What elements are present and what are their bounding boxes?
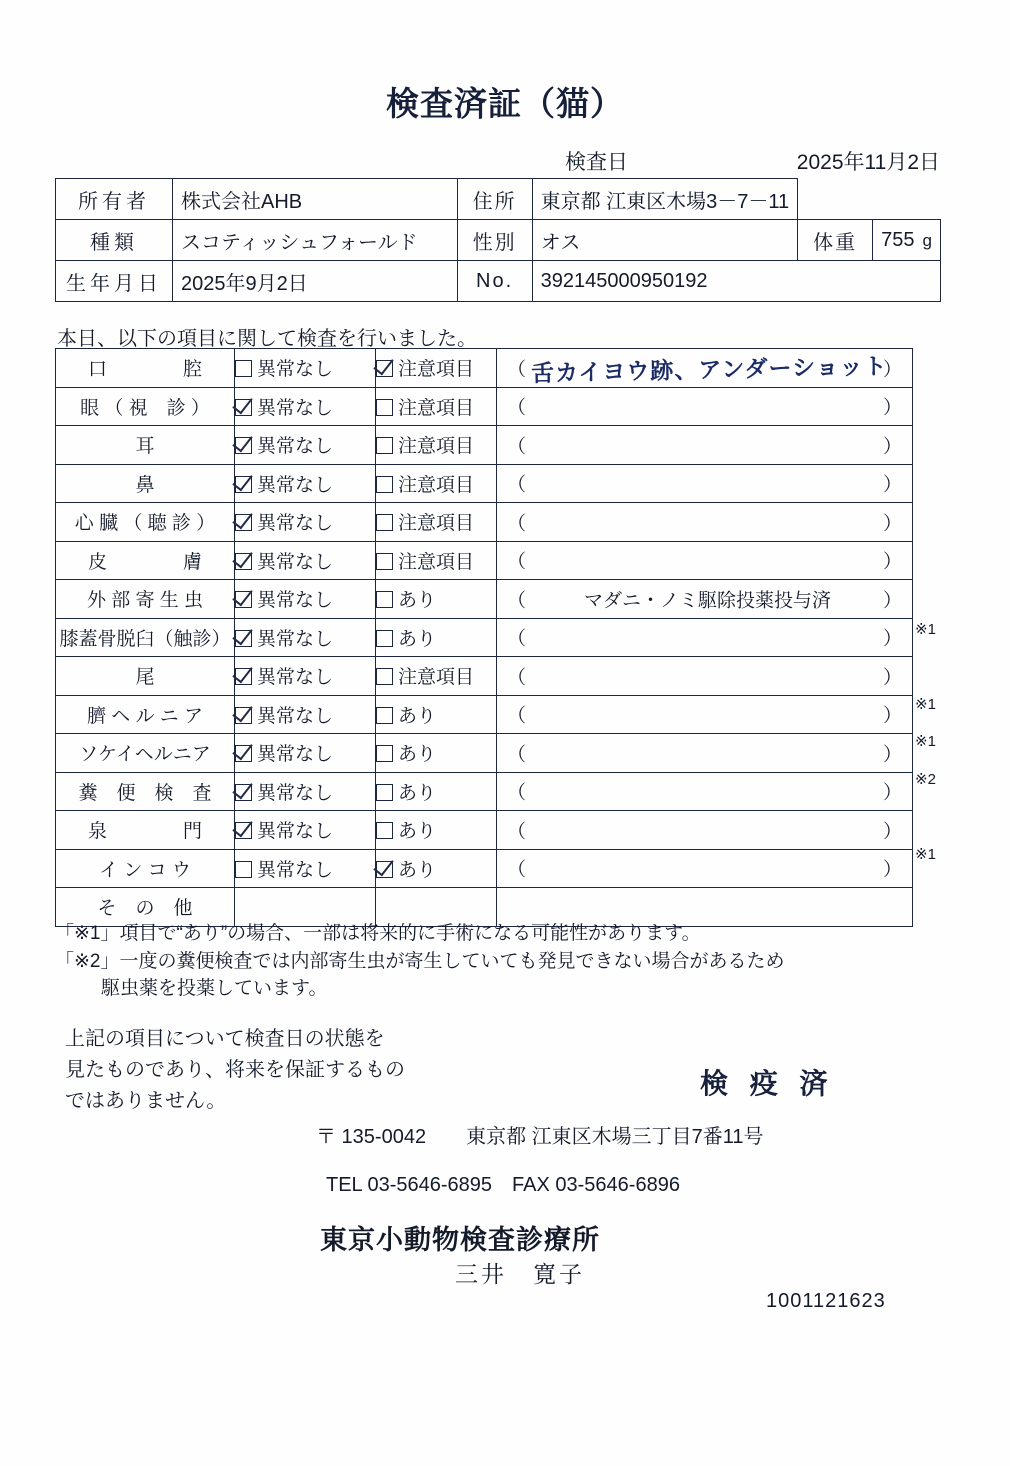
- tel-fax: TEL 03-5646-6895 FAX 03-5646-6896: [326, 1174, 680, 1196]
- table-row: [56, 464, 913, 503]
- option-label: 注意項目: [398, 474, 475, 496]
- check-item-label: 尾: [56, 657, 235, 696]
- option-label: 異常なし: [257, 744, 334, 766]
- table-row: [56, 426, 913, 465]
- paren-right: ）: [882, 436, 902, 458]
- exam-date-value: 2025年11月2日: [796, 151, 940, 174]
- option-secondary-checkbox[interactable]: [376, 772, 497, 811]
- option-normal-checkbox[interactable]: [235, 503, 376, 542]
- checkbox-icon[interactable]: [376, 630, 393, 647]
- paren-left: （: [507, 744, 527, 766]
- option-secondary-checkbox[interactable]: [376, 387, 497, 426]
- table-row: [56, 657, 913, 696]
- option-label: 注意項目: [398, 359, 475, 381]
- no-value: 392145000950192: [532, 261, 940, 302]
- checkbox-icon[interactable]: [376, 707, 393, 724]
- option-normal-checkbox[interactable]: [235, 618, 376, 657]
- option-label: あり: [398, 782, 437, 804]
- table-row: [56, 580, 913, 619]
- paren-right: ）: [882, 782, 902, 804]
- remark-field[interactable]: [497, 426, 913, 465]
- option-normal-checkbox[interactable]: [235, 695, 376, 734]
- check-item-label: 眼 （ 視 診 ）: [56, 387, 235, 426]
- breed-value: スコティッシュフォールド: [172, 220, 457, 261]
- table-row: [56, 772, 913, 811]
- remark-field[interactable]: [497, 849, 913, 888]
- footnote-mark: [915, 798, 975, 836]
- option-label: 異常なし: [257, 551, 334, 573]
- table-row: [56, 387, 913, 426]
- checkbox-icon[interactable]: [235, 360, 252, 377]
- paren-left: （: [507, 628, 527, 650]
- checkbox-icon[interactable]: [376, 784, 393, 801]
- checkbox-icon[interactable]: [235, 822, 252, 839]
- remark-field[interactable]: [497, 541, 913, 580]
- exam-date-label: 検査日: [565, 151, 628, 174]
- check-item-label: ソケイヘルニア: [56, 734, 235, 773]
- option-normal-checkbox[interactable]: [235, 541, 376, 580]
- checkbox-icon[interactable]: [235, 630, 252, 647]
- option-secondary-checkbox[interactable]: [376, 734, 497, 773]
- weight-label: 体重: [798, 220, 873, 261]
- footnote-mark: [915, 573, 975, 611]
- remark-field[interactable]: [497, 618, 913, 657]
- option-secondary-checkbox[interactable]: [376, 618, 497, 657]
- remark-text: マダニ・ノミ駆除投薬投与済: [583, 590, 831, 612]
- table-row: [56, 849, 913, 888]
- checkbox-icon[interactable]: [376, 437, 393, 454]
- check-item-label: 鼻: [56, 464, 235, 503]
- checkbox-icon[interactable]: [376, 476, 393, 493]
- paren-right: ）: [882, 667, 902, 689]
- footnote-mark: ※1: [915, 845, 936, 863]
- check-item-label: 皮 膚: [56, 541, 235, 580]
- paren-right: ）: [882, 397, 902, 419]
- footnote-mark: ※1: [915, 620, 936, 638]
- page-title: 検査済証（猫）: [386, 85, 624, 122]
- checkbox-icon[interactable]: [235, 514, 252, 531]
- table-row: [56, 503, 913, 542]
- checkbox-icon[interactable]: [376, 591, 393, 608]
- checkbox-icon[interactable]: [235, 476, 252, 493]
- remark-field[interactable]: [497, 387, 913, 426]
- footnote-mark: [915, 423, 975, 461]
- footnote-mark: [915, 648, 975, 686]
- checkbox-icon[interactable]: [235, 553, 252, 570]
- footnote-mark: [915, 348, 975, 386]
- inspection-checklist-table: [55, 348, 913, 927]
- paren-left: （: [507, 436, 527, 458]
- footnote-1: 「※1」項目で“あり”の場合、一部は将来的に手術になる可能性があります。: [55, 923, 701, 944]
- paren-left: （: [507, 859, 527, 881]
- option-secondary-checkbox[interactable]: [376, 849, 497, 888]
- remark-field[interactable]: [497, 503, 913, 542]
- option-label: 異常なし: [257, 821, 334, 843]
- quarantine-stamp: 検 疫 済: [700, 1068, 835, 1099]
- table-row: [56, 261, 941, 302]
- table-row: [56, 695, 913, 734]
- option-normal-checkbox[interactable]: [235, 580, 376, 619]
- postal-address: 〒 135-0042 東京都 江東区木場三丁目7番11号: [316, 1126, 764, 1148]
- closing-line-2: 見たものであり、将来を保証するもの: [65, 1059, 405, 1081]
- checkbox-icon[interactable]: [376, 822, 393, 839]
- closing-line-3: ではありません。: [65, 1090, 227, 1112]
- check-item-label: 膝蓋骨脱臼（触診）: [56, 618, 235, 657]
- option-label: あり: [398, 821, 437, 843]
- option-normal-checkbox[interactable]: [235, 657, 376, 696]
- option-label: 異常なし: [257, 474, 334, 496]
- option-secondary-checkbox[interactable]: [376, 349, 497, 388]
- footnote-3: 駆虫薬を投薬しています。: [101, 978, 328, 1000]
- table-row: [56, 349, 913, 388]
- option-label: 異常なし: [257, 436, 334, 458]
- weight-number: 755: [881, 228, 915, 251]
- breed-label: 種類: [56, 220, 173, 261]
- option-label: 異常なし: [257, 359, 334, 381]
- check-item-label: 耳: [56, 426, 235, 465]
- option-label: あり: [398, 628, 437, 650]
- serial-number: 1001121623: [766, 1290, 886, 1312]
- footnote-mark: [915, 498, 975, 536]
- option-label: 異常なし: [257, 782, 334, 804]
- no-label: No.: [457, 261, 532, 302]
- weight-value: [873, 220, 941, 261]
- birth-label: 生年月日: [56, 261, 173, 302]
- checkbox-icon[interactable]: [235, 784, 252, 801]
- footnote-mark-column: [915, 348, 975, 911]
- option-secondary-checkbox[interactable]: [376, 541, 497, 580]
- paren-left: （: [507, 397, 527, 419]
- footnote-mark: ※2: [915, 770, 936, 788]
- check-item-label: 臍 ヘ ル ニ ア: [56, 695, 235, 734]
- option-normal-checkbox[interactable]: [235, 426, 376, 465]
- paren-right: ）: [882, 590, 902, 612]
- option-label: 異常なし: [257, 859, 334, 881]
- option-label: あり: [398, 590, 437, 612]
- option-normal-checkbox[interactable]: [235, 811, 376, 850]
- check-item-label: 糞 便 検 査: [56, 772, 235, 811]
- paren-right: ）: [882, 359, 902, 381]
- option-label: 注意項目: [398, 436, 475, 458]
- option-secondary-checkbox[interactable]: [376, 503, 497, 542]
- paren-left: （: [507, 590, 527, 612]
- checkbox-icon[interactable]: [376, 399, 393, 416]
- check-item-label: そ の 他: [56, 888, 235, 927]
- table-row: [56, 179, 941, 220]
- option-label: 注意項目: [398, 551, 475, 573]
- remark-field[interactable]: [497, 657, 913, 696]
- address-label: 住所: [457, 179, 532, 220]
- owner-value: 株式会社AHB: [172, 179, 457, 220]
- checkbox-icon[interactable]: [376, 668, 393, 685]
- closing-line-1: 上記の項目について検査日の状態を: [65, 1028, 385, 1050]
- paren-right: ）: [882, 474, 902, 496]
- option-label: 異常なし: [257, 705, 334, 727]
- option-label: 異常なし: [257, 513, 334, 535]
- check-item-label: 口 腔: [56, 349, 235, 388]
- paren-left: （: [507, 705, 527, 727]
- checkbox-icon[interactable]: [235, 437, 252, 454]
- option-label: あり: [398, 744, 437, 766]
- option-label: 異常なし: [257, 667, 334, 689]
- option-label: 注意項目: [398, 667, 475, 689]
- table-row: [56, 541, 913, 580]
- option-secondary-checkbox[interactable]: [376, 464, 497, 503]
- option-secondary-checkbox[interactable]: [376, 811, 497, 850]
- paren-right: ）: [882, 744, 902, 766]
- paren-left: （: [507, 513, 527, 535]
- sex-label: 性別: [457, 220, 532, 261]
- option-label: 注意項目: [398, 513, 475, 535]
- check-item-label: 心 臓 （ 聴 診 ）: [56, 503, 235, 542]
- checkbox-icon[interactable]: [376, 553, 393, 570]
- option-secondary-checkbox[interactable]: [376, 657, 497, 696]
- paren-left: （: [507, 667, 527, 689]
- checkbox-icon[interactable]: [376, 861, 393, 878]
- option-label: 異常なし: [257, 590, 334, 612]
- paren-right: ）: [882, 628, 902, 650]
- checkbox-icon[interactable]: [235, 861, 252, 878]
- remark-field[interactable]: [497, 580, 913, 619]
- checkbox-icon[interactable]: [235, 707, 252, 724]
- footnote-mark: ※1: [915, 733, 936, 750]
- clinic-name: 東京小動物検査診療所: [320, 1225, 600, 1255]
- table-row: [56, 811, 913, 850]
- option-label: 注意項目: [398, 397, 475, 419]
- paren-left: （: [507, 474, 527, 496]
- paren-left: （: [507, 359, 527, 381]
- footnote-mark: ※1: [915, 695, 936, 713]
- option-label: あり: [398, 705, 437, 727]
- footnotes: [55, 920, 785, 1003]
- option-normal-checkbox[interactable]: [235, 849, 376, 888]
- option-secondary-checkbox[interactable]: [376, 426, 497, 465]
- paren-left: （: [507, 821, 527, 843]
- paren-right: ）: [882, 705, 902, 727]
- weight-unit: g: [922, 230, 932, 250]
- address-value: 東京都 江東区木場3－7－11: [532, 179, 798, 220]
- notice-text: 本日、以下の項目に関して検査を行いました。: [57, 328, 477, 350]
- option-normal-checkbox[interactable]: [235, 349, 376, 388]
- table-row: [56, 220, 941, 261]
- paren-right: ）: [882, 821, 902, 843]
- handwritten-remark: 舌カイヨウ跡、アンダーショット: [530, 353, 888, 388]
- footnote-mark: [915, 461, 975, 499]
- footnote-2: 「※2」一度の糞便検査では内部寄生虫が寄生していても発見できない場合があるため: [55, 950, 785, 972]
- exam-date-row: [55, 146, 945, 174]
- table-row: [56, 734, 913, 773]
- option-secondary-checkbox[interactable]: [376, 695, 497, 734]
- table-row: [56, 618, 913, 657]
- header-info-table: [55, 178, 941, 302]
- check-item-label: 外 部 寄 生 虫: [56, 580, 235, 619]
- checkbox-icon[interactable]: [376, 514, 393, 531]
- paren-left: （: [507, 782, 527, 804]
- checkbox-icon[interactable]: [376, 745, 393, 762]
- remark-field[interactable]: [497, 464, 913, 503]
- paren-right: ）: [882, 859, 902, 881]
- remark-field[interactable]: [497, 695, 913, 734]
- option-label: 異常なし: [257, 397, 334, 419]
- option-label: 異常なし: [257, 628, 334, 650]
- checkbox-icon[interactable]: [235, 399, 252, 416]
- option-normal-checkbox[interactable]: [235, 387, 376, 426]
- sex-value: オス: [532, 220, 798, 261]
- checkbox-icon[interactable]: [235, 745, 252, 762]
- paren-right: ）: [882, 551, 902, 573]
- footnote-mark: [915, 536, 975, 574]
- checkbox-icon[interactable]: [235, 668, 252, 685]
- checkbox-icon[interactable]: [376, 360, 393, 377]
- paren-left: （: [507, 551, 527, 573]
- remark-field[interactable]: [497, 734, 913, 773]
- doctor-name: 三井 寛子: [455, 1261, 585, 1287]
- checkbox-icon[interactable]: [235, 591, 252, 608]
- closing-statement: [65, 1024, 405, 1117]
- option-normal-checkbox[interactable]: [235, 734, 376, 773]
- check-item-label: イ ン コ ウ: [56, 849, 235, 888]
- option-label: あり: [398, 859, 437, 881]
- owner-label: 所有者: [56, 179, 173, 220]
- paren-right: ）: [882, 513, 902, 535]
- check-item-label: 泉 門: [56, 811, 235, 850]
- birth-value: 2025年9月2日: [172, 261, 457, 302]
- remark-field[interactable]: [497, 349, 913, 388]
- footnote-mark: [915, 386, 975, 424]
- option-normal-checkbox[interactable]: [235, 772, 376, 811]
- option-normal-checkbox[interactable]: [235, 464, 376, 503]
- remark-field[interactable]: [497, 811, 913, 850]
- footnote-mark: [915, 873, 975, 911]
- remark-field[interactable]: [497, 772, 913, 811]
- option-secondary-checkbox[interactable]: [376, 580, 497, 619]
